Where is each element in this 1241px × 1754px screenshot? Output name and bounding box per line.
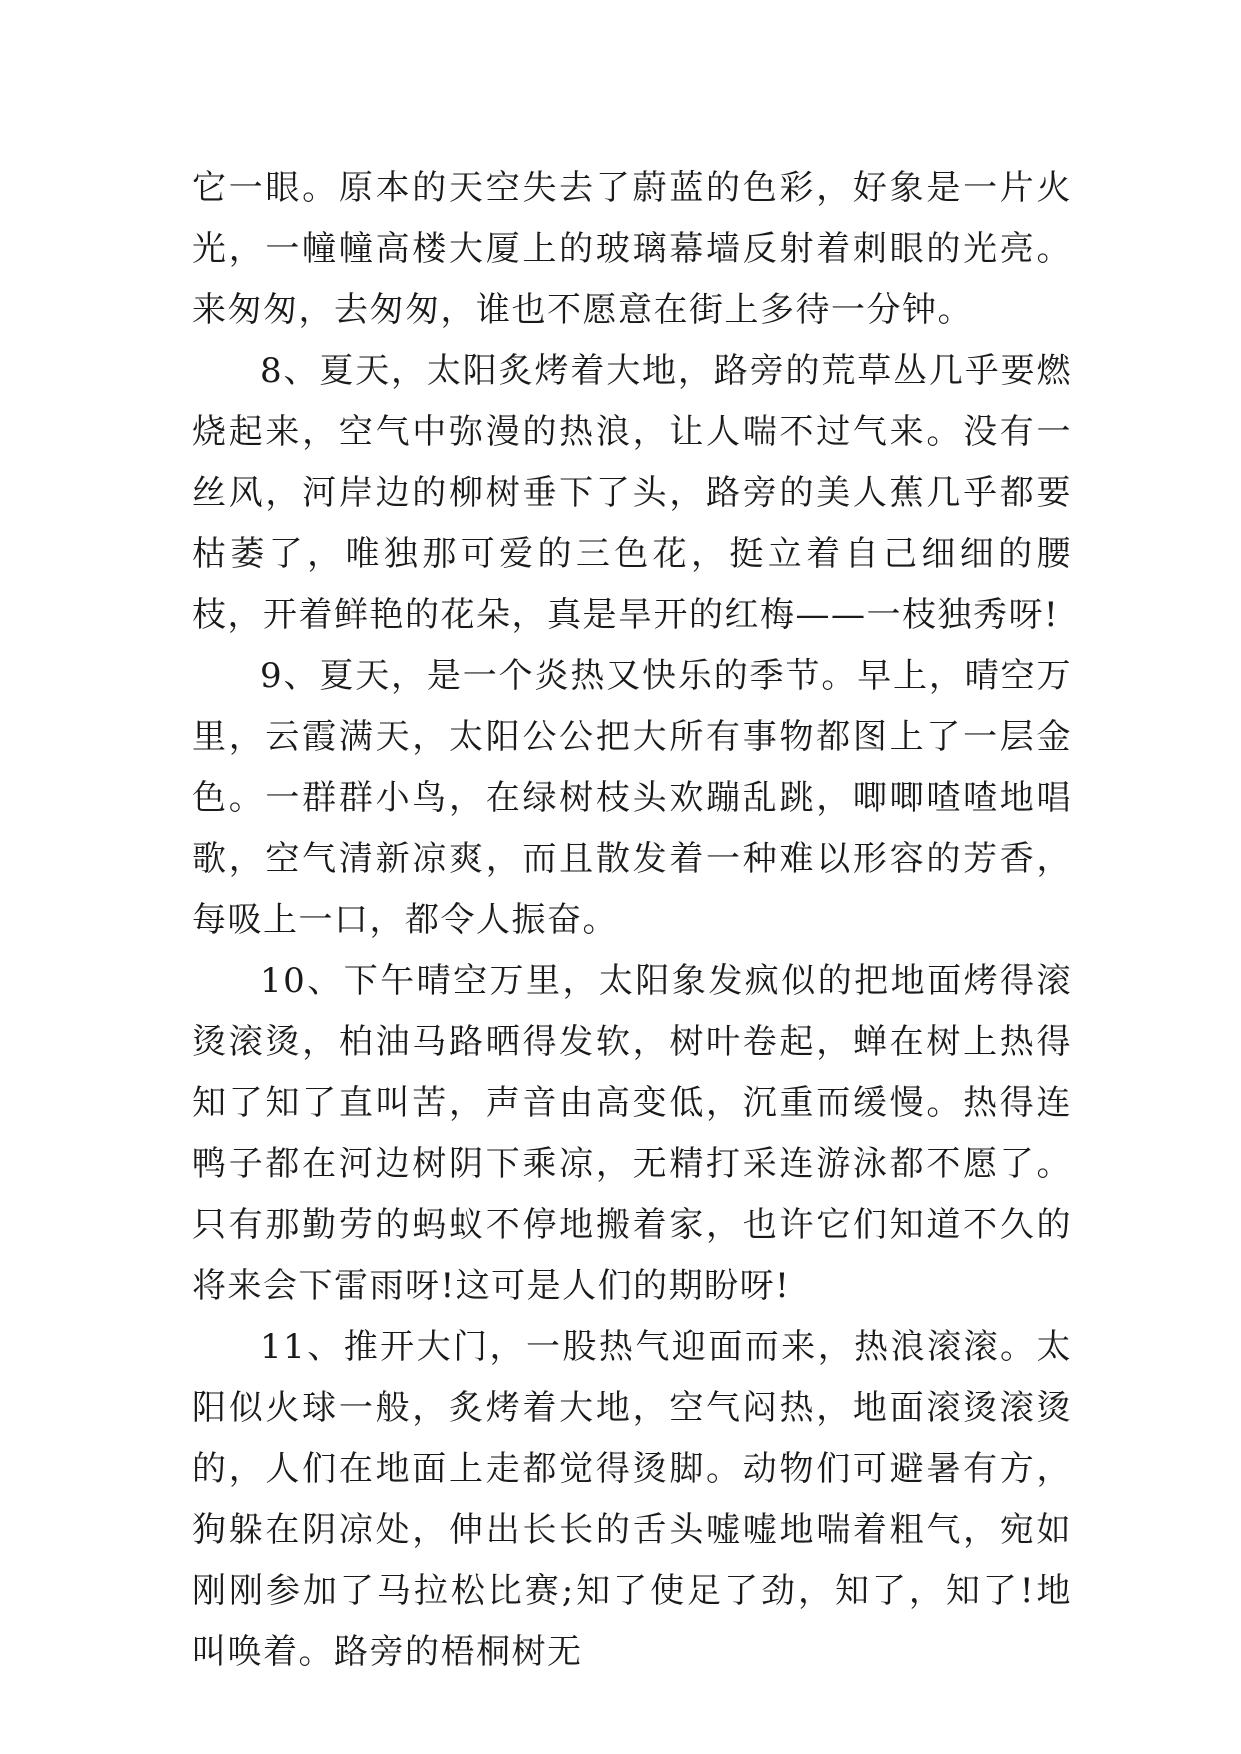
document-body: [192, 158, 1072, 1683]
paragraph-8: 8、夏天，太阳炙烤着大地，路旁的荒草丛几乎要燃烧起来，空气中弥漫的热浪，让人喘不过气来。没有一丝风，河岸边的柳树垂下了头，路旁的美人蕉几乎都要枯萎了，唯独那可爱的三色花，挺立着自己细细的腰枝，开着鲜艳的花朵，真是旱开的红梅——一枝独秀呀!: [192, 351, 1072, 635]
paragraph-9: 9、夏天，是一个炎热又快乐的季节。早上，晴空万里，云霞满天，太阳公公把大所有事物都图上了一层金色。一群群小鸟，在绿树枝头欢蹦乱跳，唧唧喳喳地唱歌，空气清新凉爽，而且散发着一种难以形容的芳香，每吸上一口，都令人振奋。: [192, 656, 1072, 940]
paragraph-continuation: 它一眼。原本的天空失去了蔚蓝的色彩，好象是一片火光，一幢幢高楼大厦上的玻璃幕墙反射着刺眼的光亮。来匆匆，去匆匆，谁也不愿意在街上多待一分钟。: [192, 168, 1072, 330]
paragraph-11: 11、推开大门，一股热气迎面而来，热浪滚滚。太阳似火球一般，炙烤着大地，空气闷热，地面滚烫滚烫的，人们在地面上走都觉得烫脚。动物们可避暑有方，狗躲在阴凉处，伸出长长的舌头嘘嘘地喘着粗气，宛如刚刚参加了马拉松比赛;知了使足了劲，知了，知了!地叫唤着。路旁的梧桐树无: [192, 1327, 1072, 1672]
paragraph-10: 10、下午晴空万里，太阳象发疯似的把地面烤得滚烫滚烫，柏油马路晒得发软，树叶卷起，蝉在树上热得知了知了直叫苦，声音由高变低，沉重而缓慢。热得连鸭子都在河边树阴下乘凉，无精打采连游泳都不愿了。只有那勤劳的蚂蚁不停地搬着家，也许它们知道不久的将来会下雷雨呀!这可是人们的期盼呀!: [192, 961, 1072, 1306]
